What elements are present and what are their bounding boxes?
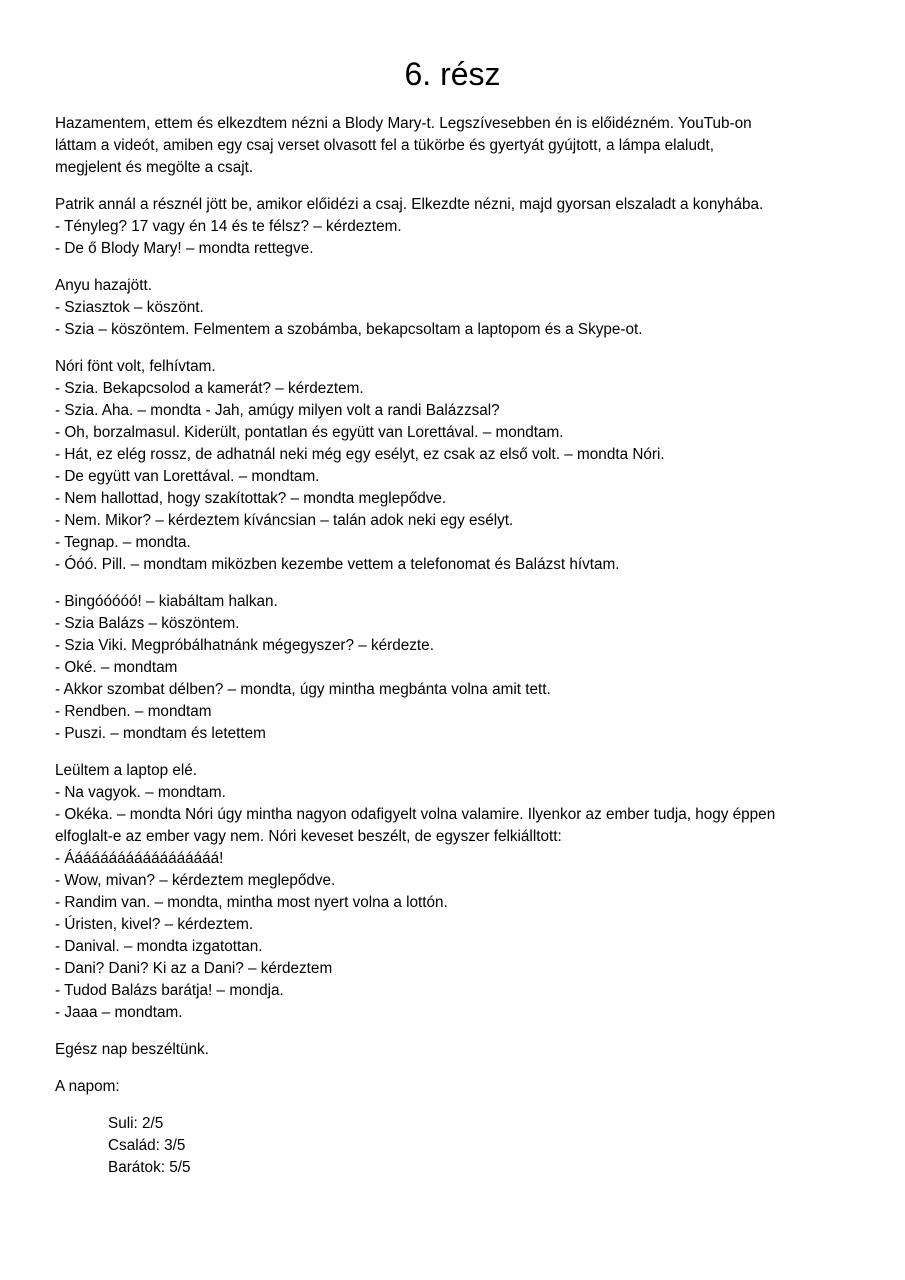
paragraph bbox=[55, 1039, 855, 1061]
rating-line: Suli: 2/5 bbox=[108, 1115, 164, 1132]
text-line: - Óóó. Pill. – mondtam miközben kezembe vettem a telefonomat és Balázst hívtam. bbox=[55, 556, 620, 573]
paragraph bbox=[55, 113, 855, 179]
text-line: - Randim van. – mondta, mintha most nyert volna a lottón. bbox=[55, 894, 448, 911]
text-line: - Nem hallottad, hogy szakítottak? – mondta meglepődve. bbox=[55, 490, 447, 507]
text-line: Nóri fönt volt, felhívtam. bbox=[55, 358, 216, 375]
ratings-list bbox=[55, 1113, 855, 1179]
text-line: - Bingóóóóó! – kiabáltam halkan. bbox=[55, 593, 278, 610]
text-line: Patrik annál a résznél jött be, amikor előidézi a csaj. Elkezdte nézni, majd gyorsan elszaladt a konyhába. bbox=[55, 196, 764, 213]
text-line: - Sziasztok – köszönt. bbox=[55, 299, 204, 316]
text-line: - Szia. Aha. – mondta - Jah, amúgy milyen volt a randi Balázzsal? bbox=[55, 402, 500, 419]
text-line: - Oh, borzalmasul. Kiderült, pontatlan és együtt van Lorettával. – mondtam. bbox=[55, 424, 564, 441]
text-line: A napom: bbox=[55, 1078, 120, 1095]
text-line: - Puszi. – mondtam és letettem bbox=[55, 725, 266, 742]
text-line: - Dani? Dani? Ki az a Dani? – kérdeztem bbox=[55, 960, 333, 977]
text-line: - Szia. Bekapcsolod a kamerát? – kérdeztem. bbox=[55, 380, 364, 397]
paragraph bbox=[55, 1076, 855, 1098]
page-title: 6. rész bbox=[404, 56, 501, 92]
text-line: megjelent és megölte a csajt. bbox=[55, 159, 254, 176]
text-line: - Akkor szombat délben? – mondta, úgy mintha megbánta volna amit tett. bbox=[55, 681, 551, 698]
text-line: Anyu hazajött. bbox=[55, 277, 152, 294]
text-line: - De ő Blody Mary! – mondta rettegve. bbox=[55, 240, 314, 257]
text-line: láttam a videót, amiben egy csaj verset olvasott fel a tükörbe és gyertyát gyújtott, a lámpa elaludt, bbox=[55, 137, 714, 154]
text-line: - Wow, mivan? – kérdeztem meglepődve. bbox=[55, 872, 336, 889]
paragraph bbox=[55, 356, 855, 576]
text-line: - Szia – köszöntem. Felmentem a szobámba, bekapcsoltam a laptopom és a Skype-ot. bbox=[55, 321, 643, 338]
text-line: - Hát, ez elég rossz, de adhatnál neki még egy esélyt, ez csak az első volt. – mondta Nóri. bbox=[55, 446, 665, 463]
text-line: - Szia Viki. Megpróbálhatnánk mégegyszer? – kérdezte. bbox=[55, 637, 434, 654]
paragraph bbox=[55, 591, 855, 745]
text-line: - Okéka. – mondta Nóri úgy mintha nagyon odafigyelt volna valamire. Ilyenkor az ember tudja, hogy éppen bbox=[55, 806, 776, 823]
text-line: Egész nap beszéltünk. bbox=[55, 1041, 209, 1058]
paragraph bbox=[55, 194, 855, 260]
text-line: - Na vagyok. – mondtam. bbox=[55, 784, 226, 801]
text-line: - Rendben. – mondtam bbox=[55, 703, 212, 720]
text-line: - Nem. Mikor? – kérdeztem kíváncsian – talán adok neki egy esélyt. bbox=[55, 512, 514, 529]
text-line: - Tudod Balázs barátja! – mondja. bbox=[55, 982, 284, 999]
paragraph bbox=[55, 275, 855, 341]
text-line: - De együtt van Lorettával. – mondtam. bbox=[55, 468, 320, 485]
text-line: - Szia Balázs – köszöntem. bbox=[55, 615, 240, 632]
text-line: - Tegnap. – mondta. bbox=[55, 534, 191, 551]
text-line: - Danival. – mondta izgatottan. bbox=[55, 938, 263, 955]
text-line: - Oké. – mondtam bbox=[55, 659, 178, 676]
text-line: - Áááááááááááááááááá! bbox=[55, 850, 224, 867]
rating-line: Család: 3/5 bbox=[108, 1137, 186, 1154]
paragraph-list bbox=[55, 113, 855, 1098]
document-body bbox=[55, 113, 855, 1194]
rating-line: Barátok: 5/5 bbox=[108, 1159, 191, 1176]
text-line: Hazamentem, ettem és elkezdtem nézni a Blody Mary-t. Legszívesebben én is előidézném. YouTub-on bbox=[55, 115, 752, 132]
text-line: - Úristen, kivel? – kérdeztem. bbox=[55, 916, 254, 933]
text-line: elfoglalt-e az ember vagy nem. Nóri keveset beszélt, de egyszer felkiálltott: bbox=[55, 828, 562, 845]
text-line: - Tényleg? 17 vagy én 14 és te félsz? – kérdeztem. bbox=[55, 218, 402, 235]
text-line: Leültem a laptop elé. bbox=[55, 762, 198, 779]
paragraph bbox=[55, 760, 855, 1024]
text-line: - Jaaa – mondtam. bbox=[55, 1004, 183, 1021]
